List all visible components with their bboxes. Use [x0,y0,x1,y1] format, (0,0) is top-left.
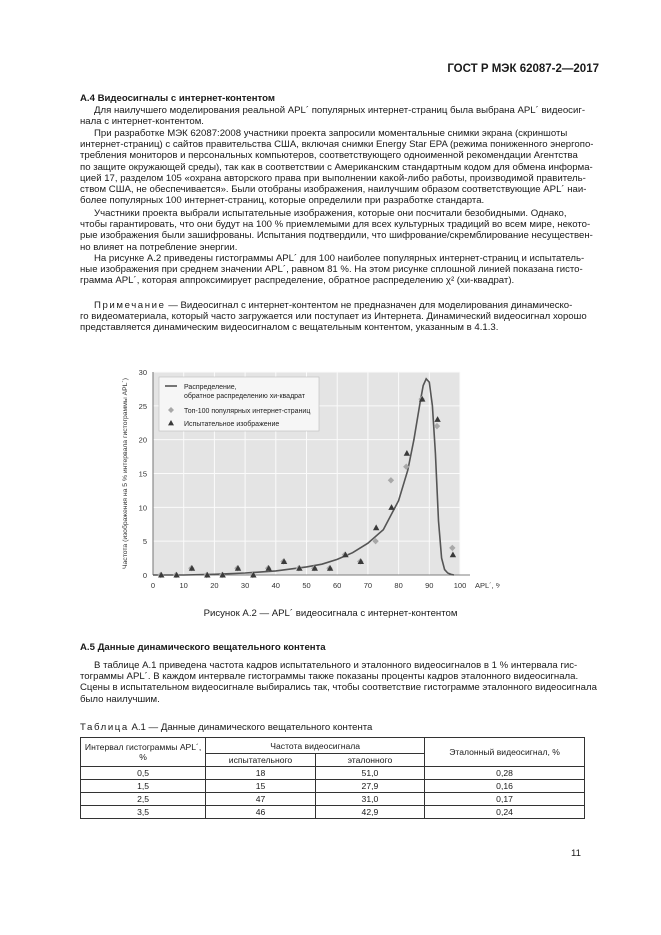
x-tick-label: 70 [363,581,373,590]
figure-caption: Рисунок А.2 — APL´ видеосигнала с интернет-контентом [203,608,458,619]
text-line: грамма APL´, которая аппроксимирует распределение, обратное распределению χ² (хи-квадрат). [80,275,515,287]
x-tick-label: 20 [210,581,219,590]
table-row [81,780,585,793]
table-caption-text: А.1 — Данные динамического вещательного контента [128,722,373,733]
cell-test: 47 [206,793,316,806]
table-caption-label: Таблица [80,722,129,733]
text-line: На рисунке А.2 приведены гистограммы APL´ для 100 наиболее популярных интернет-страниц и испытатель- [94,253,585,264]
text-line: Для наилучшего моделирования реальной APL´ популярных интернет-страниц была выбрана APL´ видеосиг- [94,105,586,116]
table-header-row [81,738,585,754]
text-line: представляется динамическим видеосигналом с вещательным контентом, указанным в 4.1.3. [80,322,499,334]
y-tick-label: 10 [138,503,147,513]
text-line: чтобы гарантировать, что они будут на 100 % приемлемыми для всех культурных традиций во всем мире, некото- [80,219,591,231]
cell-reference: 27,9 [315,780,424,793]
section-a5-paragraph [80,660,597,705]
header-interval: Интервал гистограммы APL´, % [81,738,206,767]
cell-reference-percent: 0,24 [425,806,585,819]
text-line: ные изображения при среднем значении APL´, равном 81 %. На этом рисунке сплошной линией показана гисто- [80,264,583,276]
legend-item-test-image: Испытательное изображение [184,421,280,428]
section-a4-paragraph-1 [80,105,585,127]
figure-a2-chart [115,360,500,600]
x-tick-label: 0 [150,581,156,590]
text-line: цией 17, разделом 105 «охрана авторского права при выполнении какой-либо работы, производимой правитель- [80,172,586,184]
table-row [81,767,585,780]
text-line: но влияет на потребление энергии. [80,241,238,253]
cell-reference: 42,9 [315,806,424,819]
text-line: требления мониторов и персональных компьютеров, соответствующего одноименной рекомендации Агентства [80,150,578,162]
document-header: ГОСТ Р МЭК 62087-2—2017 [447,63,599,75]
note-label: Примечание [94,300,166,311]
text-line: При разработке МЭК 62087:2008 участники проекта запросили моментальные снимки экрана (скриншоты [94,128,568,139]
text-line: В таблице А.1 приведена частота кадров испытательного и эталонного видеосигналов в 1 % интервала гис- [94,660,578,671]
x-tick-label: 30 [240,581,250,590]
y-tick-label: 20 [138,435,147,445]
text-line: нала с интернет-контентом. [80,116,204,128]
note [80,300,585,334]
note-first-line [80,300,585,311]
header-reference: эталонного [315,754,424,767]
x-tick-label: 100 [453,581,467,590]
section-a5-title: А.5 Данные динамического вещательного контента [80,642,326,653]
x-tick-label: 80 [394,581,403,590]
x-tick-label: 60 [333,581,342,590]
cell-test: 15 [206,780,316,793]
text-line: интернет-страниц) с сайтов правительства США, включая снимки Energy Star EPA (режима пониженного энергопо- [80,139,594,151]
cell-interval: 1,5 [81,780,206,793]
data-table [80,737,585,819]
y-tick-label: 25 [138,401,147,411]
header-frequency: Частота видеосигнала [206,738,425,754]
x-tick-label: 90 [425,581,434,590]
y-tick-label: 30 [138,368,147,377]
text-line: рые изображения были зашифрованы. Испытания подтвердили, что шифрование/скремблирование несуществен- [80,230,593,242]
text-line: го видеоматериала, который часто загружается или поступает из Интернета. Динамический видеосигнал хорошо [80,311,587,323]
x-tick-label: 50 [302,581,311,590]
header-test: испытательного [206,754,316,767]
cell-interval: 2,5 [81,793,206,806]
header-reference-percent: Эталонный видеосигнал, % [425,738,585,767]
x-tick-label: 10 [179,581,188,590]
page-number: 11 [571,848,581,859]
y-tick-label: 5 [142,537,147,547]
x-tick-label: 40 [271,581,280,590]
legend-item-distribution: Распределение, обратное распределению хи-квадрат [184,384,305,400]
cell-reference-percent: 0,16 [425,780,585,793]
chart-svg [115,360,500,600]
x-axis-label: APL´, % [475,581,500,590]
text-line: тограммы APL´. В каждом интервале гистограммы также показаны проценты кадров эталонного видеосигнала. [80,671,579,683]
cell-reference-percent: 0,28 [425,767,585,780]
text-line: ством США, не обеспечивается». Были отобраны изображения, наилучшим образом соответствующие APL´ наи- [80,184,587,196]
cell-test: 18 [206,767,316,780]
text-line: Сцены в испытательном видеосигнале выбирались так, чтобы соответствие гистограмме эталонного видеосигнала [80,682,597,694]
section-a4-paragraph-3 [80,208,593,253]
table-row [81,793,585,806]
text-line: по защите окружающей среды), так как в соответствии с Американским стандартным кодом для обмена информа- [80,161,593,173]
y-tick-label: 0 [142,571,147,580]
text-line: более популярных 100 интернет-страниц, которые определили при разработке стандарта. [80,195,485,207]
cell-reference-percent: 0,17 [425,793,585,806]
legend-item-top100: Топ-100 популярных интернет-страниц [184,408,311,415]
text-line: Участники проекта выбрали испытательные изображения, которые они посчитали безобидными. Однако, [94,208,567,219]
table-row [81,806,585,819]
y-tick-label: 15 [138,469,147,479]
cell-interval: 3,5 [81,806,206,819]
section-a4-paragraph-2 [80,128,594,207]
cell-interval: 0,5 [81,767,206,780]
y-axis-label: Частота (изображения на 5 % интервала гистограммы APL´) [122,377,129,570]
text-line: было наилучшим. [80,693,160,705]
section-a4-title: А.4 Видеосигналы с интернет-контентом [80,93,275,104]
note-text: — Видеосигнал с интернет-контентом не предназначен для моделирования динамическо- [165,300,573,311]
cell-test: 46 [206,806,316,819]
cell-reference: 51,0 [315,767,424,780]
cell-reference: 31,0 [315,793,424,806]
table-caption [80,722,372,733]
section-a4-paragraph-4 [80,253,585,287]
